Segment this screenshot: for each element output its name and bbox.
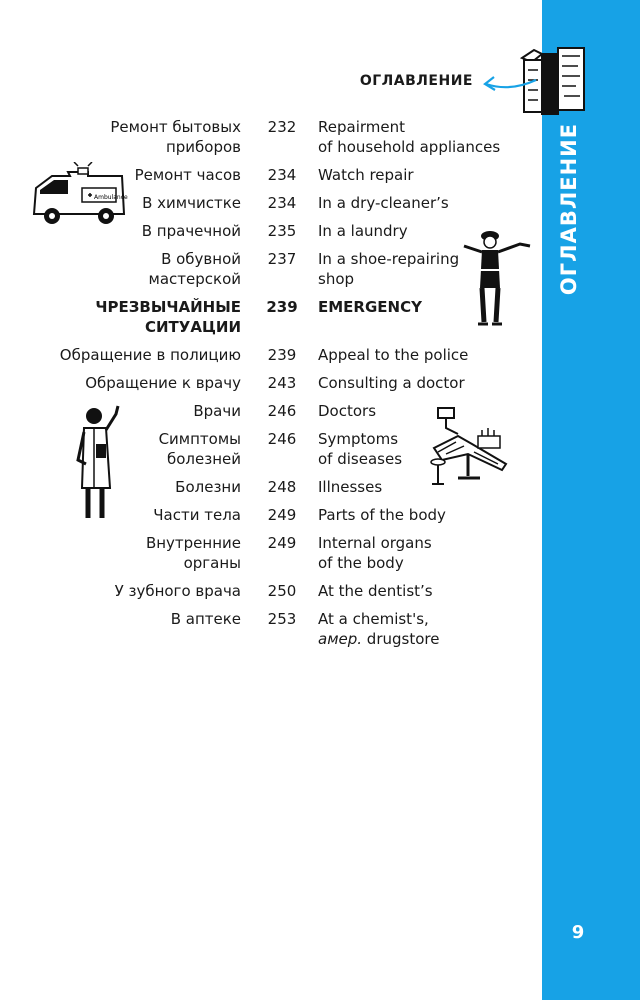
toc-entry-ru-line: болезней <box>166 450 241 468</box>
toc-entry-en-line: Appeal to the police <box>318 346 469 364</box>
ambulance-label: Ambulance <box>94 194 128 201</box>
toc-entry-en-line: Internal organs <box>318 534 432 552</box>
toc-entry-en-line: Illnesses <box>318 478 383 496</box>
toc-entry-ru <box>40 609 241 629</box>
toc-entry-ru-line: В химчистке <box>142 194 241 212</box>
toc-entry-en-abbr: амер. <box>318 630 363 648</box>
toc-entry-en-line: At the dentist’s <box>318 582 433 600</box>
toc-entry-en-line: In a dry-cleaner’s <box>318 194 449 212</box>
toc-entry-en-line: In a shoe-repairing <box>318 250 460 268</box>
toc-entry-en-line: Consulting a doctor <box>318 374 465 392</box>
toc-entry-en <box>318 505 533 525</box>
arrow-icon <box>480 70 540 98</box>
toc-entry-ru-line: У зубного врача <box>114 582 241 600</box>
toc-entry-ru-line: ЧРЕЗВЫЧАЙНЫЕ <box>95 298 241 316</box>
toc-entry-page: 234 <box>267 194 297 212</box>
toc-entry-page: 243 <box>267 374 297 392</box>
toc-entry-ru-line: В аптеке <box>170 610 241 628</box>
toc-entry-page: 249 <box>267 534 297 552</box>
policeman-icon <box>458 228 538 328</box>
page-number: 9 <box>571 922 585 943</box>
toc-entry-en-line: Parts of the body <box>318 506 446 524</box>
toc-entry-en-line: shop <box>318 270 355 288</box>
toc-entry-en <box>318 373 533 393</box>
toc-entry-ru-line: Внутренние <box>145 534 241 552</box>
toc-entry-ru-line: мастерской <box>148 270 241 288</box>
toc-entry-en-line: of household appliances <box>318 138 501 156</box>
toc-entry-ru-line: В прачечной <box>141 222 241 240</box>
toc-entry-page: 253 <box>267 610 297 628</box>
toc-entry-en <box>318 609 533 649</box>
toc-entry-en-line: Symptoms <box>318 430 399 448</box>
toc-entry-ru <box>40 505 241 525</box>
toc-entry-en-line: EMERGENCY <box>318 298 422 316</box>
toc-entry-ru-line: Врачи <box>193 402 241 420</box>
doctor-icon <box>74 404 134 524</box>
toc-entry-ru-line: Болезни <box>175 478 241 496</box>
toc-entry-page: 248 <box>267 478 297 496</box>
toc-entry-en-line: Doctors <box>318 402 377 420</box>
toc-entry-ru <box>40 581 241 601</box>
toc-entry-ru <box>40 401 241 421</box>
toc-entry-en-line: Repairment <box>318 118 405 136</box>
page-title: ОГЛАВЛЕНИЕ <box>359 73 473 89</box>
toc-entry-page: 239 <box>266 298 298 316</box>
toc-entry-page: 232 <box>267 118 297 136</box>
toc-entry-ru <box>40 429 241 469</box>
toc-entry-ru <box>40 373 241 393</box>
toc-entry-ru <box>40 533 241 573</box>
toc-entry-ru-line: Ремонт часов <box>134 166 241 184</box>
toc-entry-ru <box>40 477 241 497</box>
toc-entry-page: 239 <box>267 346 297 364</box>
toc-entry-ru-line: приборов <box>165 138 241 156</box>
toc-entry-en <box>318 345 533 365</box>
toc-entry-ru-line: Обращение к врачу <box>85 374 241 392</box>
toc-entry-en-line <box>318 629 533 649</box>
toc-entry-en-tail: drugstore <box>362 630 440 648</box>
toc-entry-ru-line: СИТУАЦИИ <box>145 318 241 336</box>
toc-entry-ru-line: Симптомы <box>158 430 241 448</box>
toc-entry-en <box>318 581 533 601</box>
toc-entry-en <box>318 117 533 157</box>
toc-entry-ru <box>40 117 241 157</box>
toc-entry-page: 249 <box>267 506 297 524</box>
toc-entry-en-line: In a laundry <box>318 222 408 240</box>
toc-entry-en-line: of the body <box>318 554 404 572</box>
toc-entry-ru-line: Ремонт бытовых <box>110 118 241 136</box>
toc-entry-en-line: At a chemist's, <box>318 610 429 628</box>
dentist-chair-icon <box>428 404 518 490</box>
toc-entry-en <box>318 533 533 573</box>
toc-entry-page: 235 <box>267 222 297 240</box>
toc-entry-ru <box>40 297 241 337</box>
toc-entry-ru-line: В обувной <box>161 250 241 268</box>
toc-entry-page: 246 <box>267 402 297 420</box>
toc-entry-en <box>318 165 533 185</box>
toc-entry-en-line: Watch repair <box>318 166 414 184</box>
toc-entry-ru-line: органы <box>183 554 241 572</box>
toc-entry-ru <box>40 345 241 365</box>
toc-entry-page: 246 <box>267 430 297 448</box>
toc-entry-ru <box>40 249 241 289</box>
toc-entry-page: 250 <box>267 582 297 600</box>
toc-entry-ru-line: Обращение в полицию <box>59 346 241 364</box>
toc-entry-en <box>318 193 533 213</box>
toc-entry-ru-line: Части тела <box>153 506 241 524</box>
toc-entry-page: 234 <box>267 166 297 184</box>
toc-entry-page: 237 <box>267 250 297 268</box>
toc-entry-en-line: of diseases <box>318 450 403 468</box>
side-tab-title: ОГЛАВЛЕНИЕ <box>557 122 581 296</box>
ambulance-icon <box>26 162 130 228</box>
